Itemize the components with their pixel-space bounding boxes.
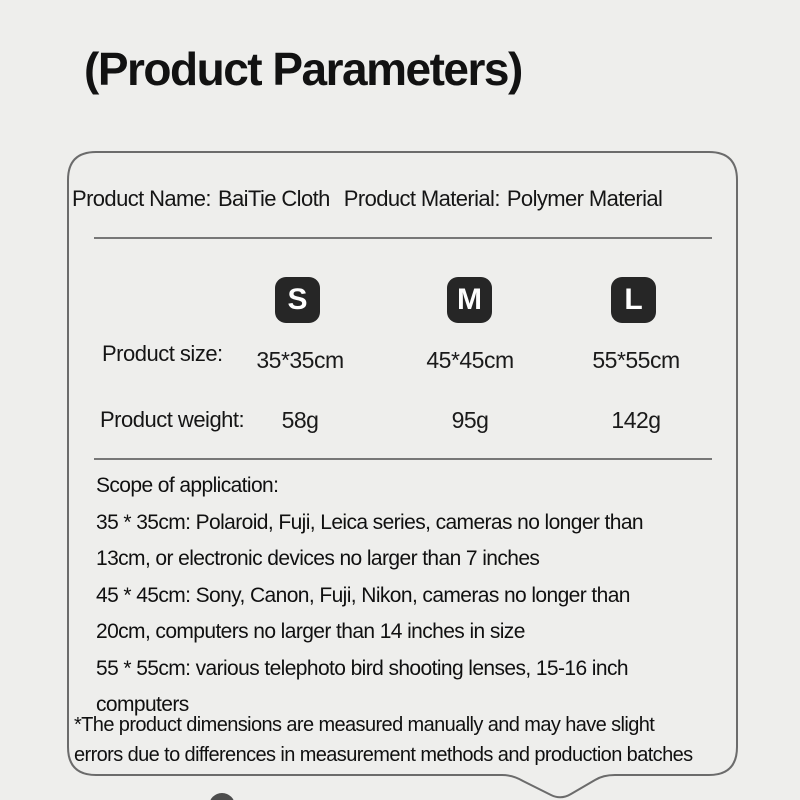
- size-badge-large: L: [611, 277, 656, 323]
- scope-line: 35 * 35cm: Polaroid, Fuji, Leica series, cameras no longer than: [96, 510, 644, 534]
- product-name-pair: [72, 186, 330, 212]
- product-material-label: Product Material:: [343, 186, 500, 211]
- product-name-label: Product Name:: [72, 186, 211, 211]
- size-badge-small: S: [275, 277, 320, 323]
- weight-value-medium: 95g: [451, 407, 489, 433]
- weight-value-small: 58g: [281, 407, 319, 433]
- footnote-line: errors due to differences in measurement methods and production batches: [74, 744, 693, 766]
- product-weight-label: Product weight:: [100, 407, 245, 432]
- scope-heading: Scope of application:: [96, 474, 279, 497]
- bottom-circle-fragment: [209, 793, 235, 800]
- product-material-value: Polymer Material: [506, 186, 663, 211]
- size-value-large: 55*55cm: [592, 347, 680, 373]
- scope-line: 55 * 55cm: various telephoto bird shooting lenses, 15-16 inch: [96, 656, 628, 680]
- divider-top: [94, 237, 712, 239]
- card-header: [72, 186, 732, 212]
- scope-line: 45 * 45cm: Sony, Canon, Fuji, Nikon, cameras no longer than: [96, 583, 630, 607]
- measurement-footnote: [74, 710, 774, 770]
- scope-line: computers: [96, 693, 189, 716]
- page-title: (Product Parameters): [84, 43, 522, 95]
- scope-of-application-block: [96, 468, 736, 724]
- size-value-medium: 45*45cm: [426, 347, 514, 373]
- product-name-value: BaiTie Cloth: [217, 186, 330, 211]
- divider-bottom: [94, 458, 712, 460]
- size-badge-medium: M: [447, 277, 492, 323]
- scope-line: 13cm, or electronic devices no larger than 7 inches: [96, 547, 540, 570]
- size-value-small: 35*35cm: [256, 347, 344, 373]
- weight-value-large: 142g: [611, 407, 661, 433]
- footnote-line: *The product dimensions are measured manually and may have slight: [74, 714, 655, 736]
- product-size-label: Product size:: [102, 341, 223, 366]
- scope-line: 20cm, computers no larger than 14 inches in size: [96, 620, 525, 643]
- product-material-pair: [344, 186, 663, 212]
